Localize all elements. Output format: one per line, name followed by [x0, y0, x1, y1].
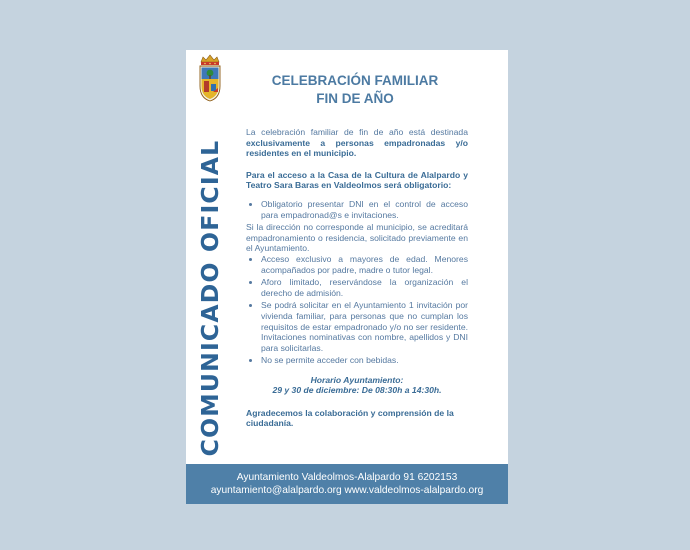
list-item: • Obligatorio presentar DNI en el control de acceso para empadronad@s e invitaciones. [261, 199, 468, 220]
access-heading: Para el acceso a la Casa de la Cultura de Alalpardo y Teatro Sara Baras en Valdeolmos será obligatorio: [246, 169, 468, 191]
heading-line-2: FIN DE AÑO [316, 91, 394, 106]
list-item: • No se permite acceder con bebidas. [261, 355, 468, 366]
list-item: • Aforo limitado, reservándose la organización el derecho de admisión. [261, 277, 468, 298]
schedule-title: Horario Ayuntamiento: [310, 374, 404, 385]
intro-paragraph [246, 127, 468, 159]
coat-of-arms-icon [197, 54, 223, 102]
notice-body [246, 127, 468, 429]
footer-bar [186, 464, 508, 504]
requirements-list-1 [246, 199, 468, 220]
notice-heading [248, 72, 462, 108]
footer-contact-line: Ayuntamiento Valdeolmos-Alalpardo 91 6202153 [236, 472, 458, 483]
footer-web-line: ayuntamiento@alalpardo.org www.valdeolmos-alalpardo.org [210, 485, 484, 496]
intro-emphasis: exclusivamente a personas empadronadas y/o residentes en el municipio. [246, 137, 468, 159]
requirements-list-2 [246, 254, 468, 366]
intro-text: La celebración familiar de fin de año está destinada [246, 127, 468, 137]
schedule-block [246, 375, 468, 396]
list-item: • Acceso exclusivo a mayores de edad. Menores acompañados por padre, madre o tutor legal. [261, 254, 468, 275]
list-item: • Se podrá solicitar en el Ayuntamiento 1 invitación por vivienda familiar, para personas que no cumplan los requisitos de estar empadronado y/o no ser residente. Invitaciones nominativas con nombre, apellidos y DNI para solicitarlas. [261, 300, 468, 353]
notice-poster [186, 50, 508, 504]
address-note: Si la dirección no corresponde al municipio, se acreditará empadronamiento o residencia, solicitado previamente en el Ayuntamiento. [246, 222, 468, 254]
schedule-hours: 29 y 30 de diciembre: De 08:30h a 14:30h. [272, 385, 442, 396]
heading-line-1: CELEBRACIÓN FAMILIAR [271, 73, 439, 88]
vertical-title: COMUNICADO OFICIAL [196, 139, 224, 457]
thanks-message: Agradecemos la colaboración y comprensión de la ciudadanía. [246, 407, 454, 429]
